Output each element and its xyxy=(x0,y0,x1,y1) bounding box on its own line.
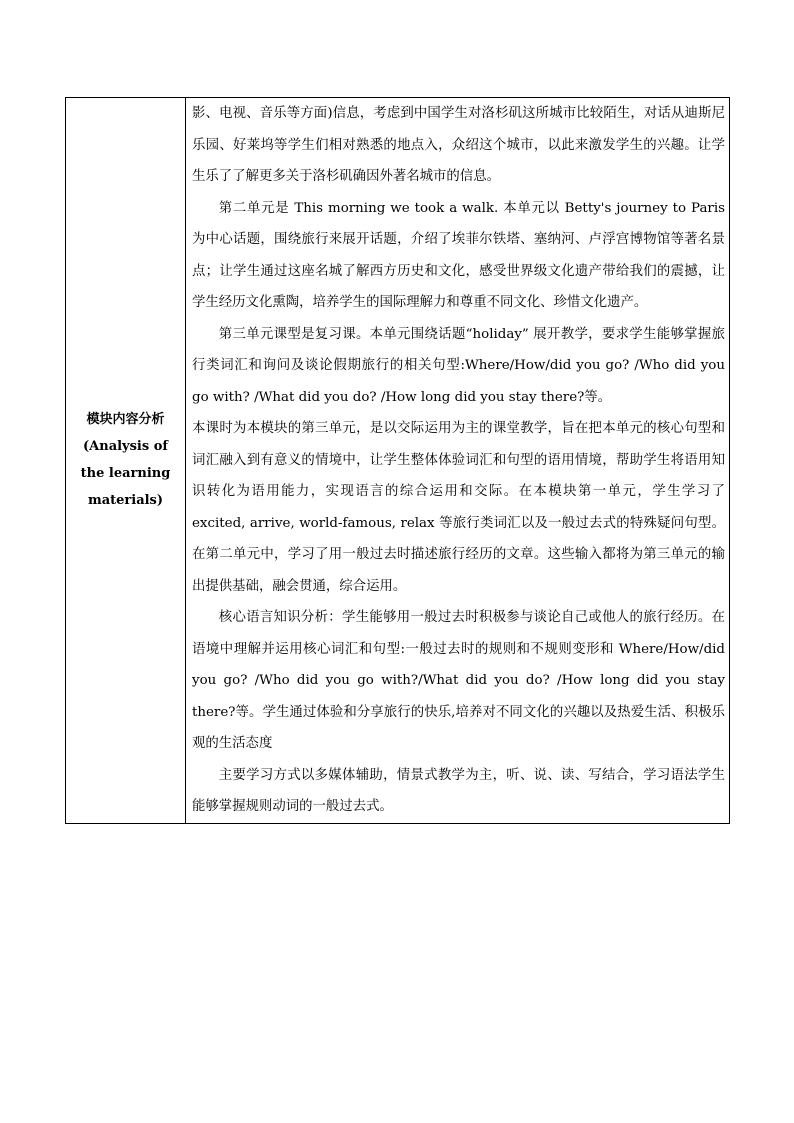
paragraph-lesson-overview: 本课时为本模块的第三单元，是以交际运用为主的课堂教学，旨在把本单元的核心句型和词汇融入到有意义的情境中，让学生整体体验词汇和句型的语用情境，帮助学生将语用知识转化为语用能力，实现语言的综合运用和交际。在本模块第一单元，学生学习了 excited, arrive, world-famous, relax 等旅行类词汇以及一般过去式的特殊疑问句型。在第二单元中，学习了用一般过去时描述旅行经历的文章。这些输入都将为第三单元的输出提供基础，融会贯通，综合运用。 xyxy=(192,421,725,594)
content-cell xyxy=(186,98,730,824)
paragraph-unit3: 第三单元课型是复习课。本单元围绕话题“holiday” 展开教学，要求学生能够掌握旅行类词汇和询问及谈论假期旅行的相关句型:Where/How/did you go? /Who did you go with? /What did you do? /How long did you stay there?等。 xyxy=(192,326,725,405)
label-line-3: materials) xyxy=(87,493,164,509)
row-label-cell xyxy=(66,98,186,824)
label-line-2: the learning xyxy=(80,466,171,482)
label-title-cn: 模块内容分析 xyxy=(86,412,165,428)
paragraph-unit1-continuation: 影、电视、音乐等方面)信息，考虑到中国学生对洛杉矶这所城市比较陌生，对话从迪斯尼乐园、好莱坞等学生们相对熟悉的地点入，众绍这个城市，以此来激发学生的兴趣。让学生乐了了解更多关于洛杉矶确因外著名城市的信息。 xyxy=(192,106,725,184)
paragraph-unit2: 第二单元是 This morning we took a walk. 本单元以 Betty's journey to Paris 为中心话题，围绕旅行来展开话题，介绍了埃菲尔铁塔、塞纳河、卢浮宫博物馆等著名景点；让学生通过这座名城了解西方历史和文化，感受世界级文化遗产带给我们的震撼，让学生经历文化熏陶，培养学生的国际理解力和尊重不同文化、珍惜文化遗产。 xyxy=(192,200,725,310)
analysis-table xyxy=(65,97,730,824)
paragraph-core-language: 核心语言知识分析：学生能够用一般过去时积极参与谈论自己或他人的旅行经历。在语境中理解并运用核心词汇和句型:一般过去时的规则和不规则变形和 Where/How/did you go? /Who did you go with?/What did you do? /How long did you stay there?等。学生通过体验和分享旅行的快乐,培养对不同文化的兴趣以及热爱生活、积极乐观的生活态度 xyxy=(192,610,725,751)
label-line-1: (Analysis of xyxy=(83,439,168,455)
paragraph-learning-method: 主要学习方式以多媒体辅助，情景式教学为主，听、说、读、写结合，学习语法学生能够掌握规则动词的一般过去式。 xyxy=(192,767,725,814)
table-row xyxy=(66,98,730,824)
